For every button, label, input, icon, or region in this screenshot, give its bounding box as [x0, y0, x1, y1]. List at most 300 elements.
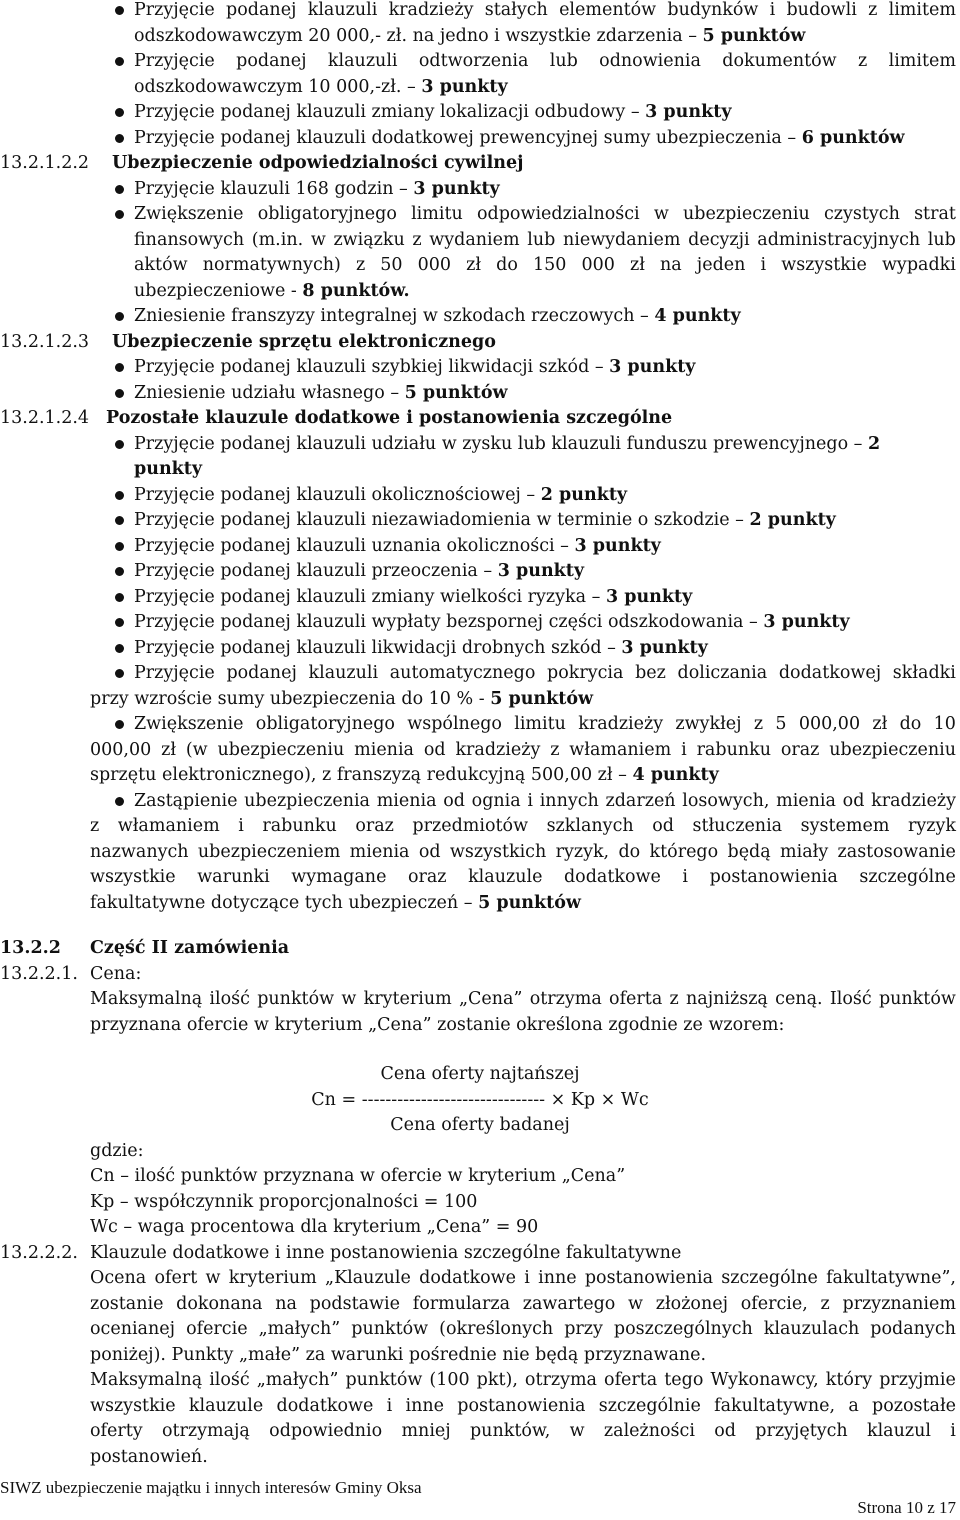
word: od [418, 841, 441, 862]
points-value: 2 punkty [540, 484, 628, 505]
word: oraz [407, 867, 447, 887]
word: ubezpieczeniu [217, 739, 345, 760]
bullet-icon [115, 440, 124, 449]
list-item-line [134, 304, 741, 328]
word: (m.in. [251, 229, 304, 250]
word: od [714, 1421, 736, 1441]
paragraph-line [90, 1368, 956, 1392]
word: zł [872, 714, 888, 734]
word: przyjętych [755, 1421, 848, 1441]
word: do [899, 714, 922, 734]
word: wszystkie [90, 867, 176, 887]
word: klauzule [188, 1395, 264, 1416]
paragraph-line [90, 1445, 208, 1469]
word: tego [664, 1370, 704, 1390]
word: włamaniem [569, 739, 672, 760]
word: dodatkowej [778, 663, 882, 683]
word: limitem [888, 51, 956, 71]
word: wymagane [291, 867, 387, 887]
word: oferta [604, 1370, 658, 1390]
bullet-icon [115, 210, 124, 219]
word: oferty [90, 1421, 143, 1441]
word: klauzulach [763, 1319, 860, 1339]
word: nazwanych [90, 841, 189, 862]
word: w [341, 989, 357, 1009]
list-item-line [134, 279, 410, 303]
word: ryzyk [907, 816, 956, 836]
word: lub [527, 229, 556, 250]
word: „małych” [258, 1319, 341, 1339]
word: innych [539, 790, 599, 811]
word: strat [914, 204, 956, 224]
line-text: przy wzroście sumy ubezpieczenia do 10 % - [90, 688, 491, 709]
word: szczególnie [598, 1395, 701, 1416]
word: „małych” [256, 1370, 339, 1390]
word: lub [549, 51, 578, 71]
word: będą [727, 841, 771, 862]
word: otrzymają [161, 1421, 250, 1441]
word: Przyjęcie [134, 663, 215, 683]
word: 50 [380, 255, 403, 275]
bullet-icon [115, 312, 124, 321]
word: systemem [800, 816, 890, 836]
word: postanowienia [584, 1268, 714, 1288]
line-text: Przyjęcie podanej klauzuli okolicznościowej – [134, 484, 541, 505]
word: Przyjęcie [134, 51, 215, 71]
paragraph-line [90, 1394, 956, 1418]
bullet-icon [115, 567, 124, 576]
bullet-icon [115, 669, 124, 678]
bullet-icon [115, 363, 124, 372]
section-title: Ubezpieczenie odpowiedzialności cywilnej [112, 153, 524, 173]
bullet-icon [115, 389, 124, 398]
word: 000 [581, 255, 615, 275]
word: dokumentów [722, 51, 837, 71]
word: doliczania [677, 663, 768, 683]
word: decyzji [688, 229, 750, 250]
word: Maksymalną [90, 989, 203, 1009]
line-text: Zniesienie franszyzy integralnej w szkodach rzeczowych – [134, 306, 655, 326]
word: warunki [197, 867, 270, 887]
word: przedmiotów [412, 816, 529, 836]
line-text: przyznana ofercie w kryterium „Cena” zostanie określona zgodnie ze wzorem: [90, 1014, 785, 1035]
word: wspólnego [407, 714, 502, 734]
list-item-line [90, 763, 719, 787]
list-item-line [134, 661, 956, 685]
points-value: 3 punkty [763, 612, 850, 632]
word: Wykonawcy, [710, 1370, 819, 1390]
line-text: Przyjęcie podanej klauzuli udziału w zysku lub klauzuli funduszu prewencyjnego – [134, 433, 868, 454]
word: od [423, 739, 446, 760]
word: zależności [603, 1421, 695, 1441]
subsection-number: 13.2.2.1. [0, 963, 78, 984]
word: otrzyma [529, 989, 602, 1009]
word: związku [333, 229, 405, 250]
word: inne [538, 1268, 577, 1288]
list-item-line [90, 865, 956, 889]
word: 5 [775, 714, 787, 734]
list-item-line [134, 24, 805, 48]
word: zawartego [522, 1293, 616, 1314]
points-value: 3 punkty [574, 535, 661, 556]
list-item-line [134, 483, 627, 507]
word: w [628, 1293, 644, 1314]
word: mienia [354, 739, 414, 760]
line-text: fakultatywne dotyczące tych ubezpieczeń – [90, 892, 479, 913]
word: i [527, 790, 534, 811]
word: i [760, 255, 767, 275]
word: (określonych [439, 1319, 554, 1339]
points-value: 5 punktów [702, 25, 806, 46]
points-value: 3 punkty [645, 102, 732, 122]
word: budynków [667, 0, 759, 20]
list-item-line [134, 432, 880, 456]
word: przyjmie [879, 1370, 956, 1390]
section-title: Część II zamówienia [90, 938, 290, 958]
line-text: postanowień. [90, 1446, 208, 1467]
word: punktów [351, 1319, 429, 1339]
word: z [753, 714, 764, 734]
points-value: 3 punkty [413, 178, 500, 199]
points-value: 2 punkty [749, 510, 836, 530]
word: Zwiększenie [134, 204, 244, 224]
list-item-line [90, 814, 956, 838]
word: dodatkowe [563, 867, 661, 887]
line-text: Przyjęcie podanej klauzuli zmiany lokalizacji odbudowy – [134, 102, 646, 122]
list-item-line [134, 355, 695, 379]
line-text: ubezpieczeniowe - [134, 280, 303, 301]
line-text: odszkodowawczym 10 000,-zł. – [134, 76, 422, 97]
word: w [310, 229, 326, 250]
word: odtworzenia [418, 51, 529, 71]
word: 10 [933, 714, 956, 734]
word: mienia [349, 841, 410, 862]
formula-legend-line: Kp – współczynnik proporcjonalności = 100 [90, 1191, 478, 1212]
word: Zwiększenie [134, 714, 244, 734]
word: obligatoryjnego [255, 714, 395, 734]
word: pokrycia [547, 663, 624, 683]
line-text: Przyjęcie podanej klauzuli zmiany wielkości ryzyka – [134, 586, 606, 607]
list-item-line [134, 457, 202, 481]
word: elementów [559, 0, 657, 20]
word: przyznaniem [842, 1293, 956, 1314]
word: niewydaniem [562, 229, 681, 250]
word: kryterium [363, 989, 452, 1009]
word: limitem [888, 0, 956, 20]
points-value: 4 punkty [654, 306, 741, 326]
formula-line: Cena oferty badanej [390, 1115, 570, 1135]
word: losowych, [682, 790, 770, 811]
word: i [386, 1395, 393, 1416]
word: z [550, 739, 560, 760]
word: Ocena [90, 1268, 147, 1288]
points-value: 8 punktów. [302, 280, 410, 301]
word: lub [927, 229, 956, 250]
points-value: 2 [867, 433, 881, 454]
word: złożonej [655, 1293, 729, 1314]
word: podanej [226, 0, 297, 20]
word: ubezpieczeniu [683, 204, 810, 224]
word: limitu [411, 204, 463, 224]
word: punktów [257, 989, 335, 1009]
word: klauzuli [327, 51, 398, 71]
footer-title: SIWZ ubezpieczenie majątku i innych interesów Gminy Oksa [0, 1478, 422, 1497]
subsection-number: 13.2.2.2. [0, 1242, 78, 1263]
subsection-title: Cena: [90, 963, 142, 984]
word: od [842, 790, 865, 811]
word: zostanie [90, 1293, 164, 1314]
word: od [443, 790, 465, 811]
list-item-line [134, 177, 500, 201]
points-value: 5 punktów [404, 382, 508, 403]
bullet-icon [115, 618, 124, 627]
paragraph-line [90, 1419, 956, 1443]
word: punktów [345, 1370, 423, 1390]
list-item-line [134, 585, 692, 609]
list-item-line [134, 712, 956, 736]
line-text: Przyjęcie podanej klauzuli uznania okoliczności – [134, 535, 575, 556]
word: kradzieży [871, 790, 956, 811]
word: odnowienia [599, 51, 701, 71]
paragraph-line [90, 1266, 956, 1290]
word: miały [780, 841, 829, 862]
word: w [653, 204, 669, 224]
word: z [90, 816, 100, 836]
word: podanych [870, 1319, 956, 1339]
word: i [524, 1268, 530, 1288]
word: 150 [532, 255, 567, 275]
word: 000,00 [798, 714, 861, 734]
word: z [412, 229, 422, 250]
list-item-line [134, 789, 956, 813]
points-value: 4 punkty [632, 765, 719, 785]
word: dodatkowe [419, 1268, 517, 1288]
word: budowli [786, 0, 857, 20]
section-number: 13.2.2 [0, 938, 61, 958]
word: 000,00 [90, 739, 152, 760]
word: mienia [376, 790, 437, 811]
word: rabunku [696, 739, 771, 760]
word: limitu [514, 714, 566, 734]
word: kryterium [228, 1268, 317, 1288]
bullet-icon [115, 720, 124, 729]
word: automatycznego [389, 663, 536, 683]
list-item-line [90, 687, 593, 711]
word: ryzyk, [555, 841, 610, 862]
points-value: 3 punkty [609, 357, 696, 377]
word: obligatoryjnego [257, 204, 397, 224]
bullet-icon [115, 542, 124, 551]
paragraph-line [90, 1317, 956, 1341]
list-item-line [90, 840, 956, 864]
word: odpowiedzialności [476, 204, 640, 224]
list-item-line [134, 610, 850, 634]
bullet-icon [115, 593, 124, 602]
points-value: 5 punktów [490, 688, 594, 709]
word: i [950, 1421, 956, 1441]
word: w [569, 1421, 585, 1441]
line-text: Przyjęcie podanej klauzuli niezawiadomienia w terminie o szkodzie – [134, 510, 750, 530]
word: podanej [226, 663, 297, 683]
line-text: sprzętu elektronicznego), z franszyzą redukcyjną 500,00 zł – [90, 765, 633, 785]
word: składki [892, 663, 956, 683]
word: kradzieży [388, 0, 474, 20]
word: pkt), [476, 1370, 518, 1390]
word: klauzuli [308, 663, 379, 683]
word: formularza [412, 1293, 511, 1314]
word: i [681, 739, 687, 760]
word: ocenianej [90, 1319, 176, 1339]
list-item-line [134, 75, 508, 99]
word: ubezpieczeniem [197, 841, 341, 862]
word: włamaniem [117, 816, 220, 836]
line-text: odszkodowawczym 20 000,- zł. na jedno i wszystkie zdarzenia – [134, 25, 703, 46]
formula-line: Cena oferty najtańszej [380, 1064, 580, 1084]
list-item-line [134, 559, 584, 583]
word: inne [405, 1395, 444, 1416]
page-number: Strona 10 z 17 [857, 1498, 956, 1517]
list-item-line [134, 100, 732, 124]
paragraph-line [90, 1292, 956, 1316]
word: szklanych [546, 816, 634, 836]
points-value: 3 punkty [605, 586, 693, 607]
word: dokonana [176, 1293, 263, 1314]
word: do [496, 255, 518, 275]
bullet-icon [115, 6, 124, 15]
word: podstawie [309, 1293, 400, 1314]
word: z [820, 1293, 830, 1314]
word: jeden [696, 255, 746, 275]
word: fakultatywne, [714, 1395, 836, 1416]
word: wszystkie [781, 255, 867, 275]
word: ofercie [186, 1319, 248, 1339]
list-item-line [134, 0, 956, 22]
word: z [669, 989, 679, 1009]
word: klauzuli [307, 0, 378, 20]
formula-legend-line: Wc – waga procentowa dla kryterium „Cena” = 90 [90, 1217, 539, 1237]
word: kradzieży [455, 739, 541, 760]
word: punktów [878, 989, 956, 1009]
word: mniej [401, 1421, 451, 1441]
word: stałych [484, 0, 548, 20]
section-number: 13.2.1.2.2 [0, 153, 90, 173]
word: ognia [471, 790, 521, 811]
list-item-line [134, 253, 956, 277]
list-item-line [134, 228, 956, 252]
line-text: Przyjęcie podanej klauzuli szybkiej likwidacji szkód – [134, 357, 610, 377]
list-item-line [134, 534, 661, 558]
word: otrzyma [524, 1370, 597, 1390]
word: na [275, 1293, 297, 1314]
points-value: 3 punkty [497, 561, 585, 581]
word: wypadki [881, 255, 956, 275]
word: mienia [776, 790, 836, 811]
word: i [682, 867, 689, 887]
word: i [238, 816, 244, 836]
word: klauzul [866, 1421, 931, 1441]
formula-legend-line: Cn – ilość punktów przyznana w ofercie w kryterium „Cena” [90, 1166, 626, 1186]
word: Maksymalną [90, 1370, 203, 1390]
list-item-line [134, 49, 956, 73]
word: poszczególnych [613, 1319, 753, 1339]
word: szczególne [859, 867, 956, 887]
points-value: 6 punktów [801, 127, 905, 148]
line-text: Przyjęcie podanej klauzuli wypłaty bezspornej części odszkodowania – [134, 612, 764, 632]
word: podanej [236, 51, 307, 71]
word: oferta [609, 989, 663, 1009]
list-item-line [134, 126, 905, 150]
formula-legend-line: gdzie: [90, 1140, 144, 1161]
word: oraz [355, 816, 394, 836]
word: fakultatywne”, [826, 1268, 956, 1288]
word: 000 [417, 255, 452, 275]
points-value: 3 punkty [621, 637, 708, 658]
list-item-line [134, 381, 508, 405]
word: zastosowanie [837, 841, 956, 862]
bullet-icon [115, 185, 124, 194]
paragraph-line [90, 1343, 706, 1367]
line-text: Przyjęcie podanej klauzuli likwidacji drobnych szkód – [134, 637, 622, 658]
word: czystych [823, 204, 900, 224]
word: finansowych [134, 229, 245, 250]
list-item-line [90, 738, 956, 762]
section-number: 13.2.1.2.3 [0, 331, 90, 352]
line-text: Przyjęcie klauzuli 168 godzin – [134, 178, 414, 199]
word: ilość [209, 1370, 250, 1390]
bullet-icon [115, 797, 124, 806]
word: postanowienia [709, 867, 838, 887]
word: przy [564, 1319, 603, 1339]
word: zł [466, 255, 482, 275]
word: punktów, [469, 1421, 551, 1441]
word: administracyjnych [757, 229, 921, 250]
word: kradzieży [578, 714, 664, 734]
formula-line: Cn = ------------------------------- × Kp × Wc [311, 1089, 649, 1110]
line-text: poniżej). Punkty „małe” za warunki pośrednie nie będą przyznawane. [90, 1344, 707, 1365]
line-text: Zniesienie udziału własnego – [134, 382, 405, 403]
word: ubezpieczeniu [829, 739, 956, 760]
list-item-line [134, 202, 956, 226]
word: do [618, 841, 641, 862]
bullet-icon [115, 134, 124, 143]
word: stłuczenia [692, 816, 783, 836]
word: rabunku [262, 816, 337, 836]
paragraph-line [90, 1013, 784, 1037]
word: wszystkich [449, 841, 547, 862]
word: ceną. [775, 989, 823, 1009]
word: dodatkowe [276, 1395, 374, 1416]
section-number: 13.2.1.2.4 [0, 408, 90, 428]
word: w [205, 1268, 221, 1288]
word: bez [635, 663, 666, 683]
word: z [355, 255, 366, 275]
word: najniższą [686, 989, 768, 1009]
line-text: Przyjęcie podanej klauzuli przeoczenia – [134, 561, 498, 581]
word: „Cena” [458, 989, 523, 1009]
list-item-line [134, 508, 836, 532]
word: aktów [134, 255, 188, 275]
word: Zastąpienie [134, 790, 238, 811]
word: normatywnych) [202, 255, 341, 275]
word: którego [649, 841, 719, 862]
word: zwykłej [675, 714, 742, 734]
word: szczególne [721, 1268, 818, 1288]
word: na [659, 255, 682, 275]
bullet-icon [115, 644, 124, 653]
points-value: 3 punkty [421, 76, 508, 97]
bullet-icon [115, 516, 124, 525]
list-item-line [90, 891, 581, 915]
